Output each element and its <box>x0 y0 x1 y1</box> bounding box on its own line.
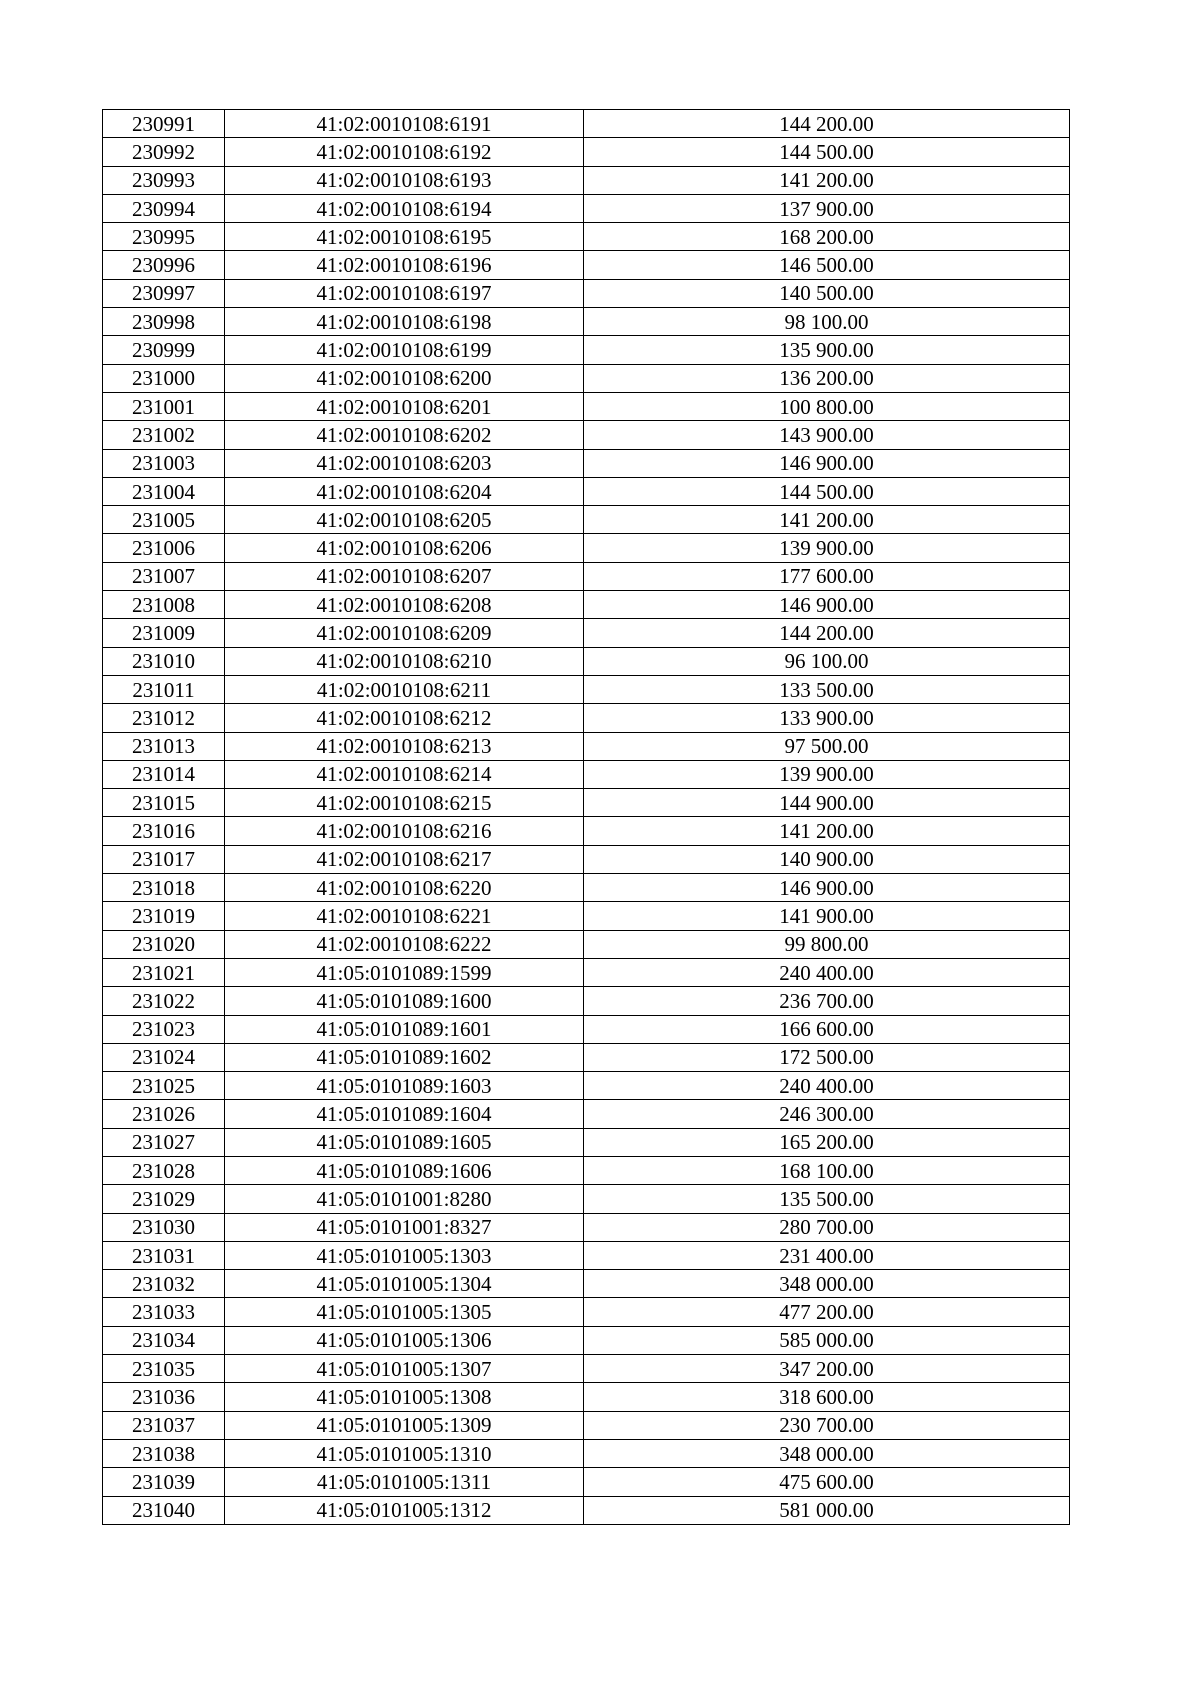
table-row <box>103 336 1070 364</box>
table-row <box>103 675 1070 703</box>
cadastral-value-cell: 166 600.00 <box>584 1015 1070 1043</box>
cadastral-number-cell: 41:02:0010108:6212 <box>225 704 584 732</box>
table-row <box>103 1383 1070 1411</box>
table-row <box>103 591 1070 619</box>
cadastral-value-cell: 97 500.00 <box>584 732 1070 760</box>
row-number-cell: 231024 <box>103 1043 225 1071</box>
cadastral-number-cell: 41:02:0010108:6209 <box>225 619 584 647</box>
row-number-cell: 231034 <box>103 1326 225 1354</box>
table-row <box>103 789 1070 817</box>
row-number-cell: 231021 <box>103 958 225 986</box>
row-number-cell: 230998 <box>103 308 225 336</box>
row-number-cell: 231028 <box>103 1156 225 1184</box>
row-number-cell: 231039 <box>103 1468 225 1496</box>
cadastral-value-cell: 165 200.00 <box>584 1128 1070 1156</box>
cadastral-number-cell: 41:05:0101001:8327 <box>225 1213 584 1241</box>
row-number-cell: 231022 <box>103 987 225 1015</box>
row-number-cell: 231008 <box>103 591 225 619</box>
row-number-cell: 230999 <box>103 336 225 364</box>
cadastral-number-cell: 41:05:0101005:1304 <box>225 1270 584 1298</box>
cadastral-number-cell: 41:02:0010108:6201 <box>225 392 584 420</box>
table-row <box>103 1468 1070 1496</box>
row-number-cell: 231011 <box>103 675 225 703</box>
row-number-cell: 231029 <box>103 1185 225 1213</box>
cadastral-number-cell: 41:02:0010108:6215 <box>225 789 584 817</box>
table-row <box>103 1043 1070 1071</box>
cadastral-value-cell: 585 000.00 <box>584 1326 1070 1354</box>
row-number-cell: 230993 <box>103 166 225 194</box>
table-row <box>103 930 1070 958</box>
row-number-cell: 231005 <box>103 506 225 534</box>
table-row <box>103 874 1070 902</box>
row-number-cell: 231002 <box>103 421 225 449</box>
row-number-cell: 231006 <box>103 534 225 562</box>
row-number-cell: 231018 <box>103 874 225 902</box>
cadastral-value-cell: 137 900.00 <box>584 194 1070 222</box>
table-row <box>103 110 1070 138</box>
cadastral-value-cell: 172 500.00 <box>584 1043 1070 1071</box>
table-row <box>103 732 1070 760</box>
cadastral-number-cell: 41:02:0010108:6221 <box>225 902 584 930</box>
cadastral-number-cell: 41:05:0101005:1307 <box>225 1355 584 1383</box>
cadastral-number-cell: 41:05:0101005:1309 <box>225 1411 584 1439</box>
table-row <box>103 1270 1070 1298</box>
row-number-cell: 231000 <box>103 364 225 392</box>
row-number-cell: 231009 <box>103 619 225 647</box>
cadastral-number-cell: 41:02:0010108:6203 <box>225 449 584 477</box>
cadastral-value-cell: 135 900.00 <box>584 336 1070 364</box>
cadastral-number-cell: 41:02:0010108:6200 <box>225 364 584 392</box>
cadastral-number-cell: 41:02:0010108:6191 <box>225 110 584 138</box>
table-row <box>103 1496 1070 1524</box>
cadastral-value-cell: 318 600.00 <box>584 1383 1070 1411</box>
cadastral-value-cell: 477 200.00 <box>584 1298 1070 1326</box>
cadastral-value-cell: 168 100.00 <box>584 1156 1070 1184</box>
table-body <box>103 110 1070 1525</box>
table-row <box>103 817 1070 845</box>
cadastral-value-cell: 168 200.00 <box>584 223 1070 251</box>
table-row <box>103 449 1070 477</box>
cadastral-value-table <box>102 109 1070 1525</box>
cadastral-value-cell: 230 700.00 <box>584 1411 1070 1439</box>
cadastral-number-cell: 41:05:0101089:1606 <box>225 1156 584 1184</box>
cadastral-value-cell: 144 900.00 <box>584 789 1070 817</box>
row-number-cell: 231020 <box>103 930 225 958</box>
cadastral-number-cell: 41:05:0101005:1312 <box>225 1496 584 1524</box>
row-number-cell: 230994 <box>103 194 225 222</box>
cadastral-number-cell: 41:02:0010108:6206 <box>225 534 584 562</box>
table-row <box>103 194 1070 222</box>
table-row <box>103 138 1070 166</box>
row-number-cell: 231031 <box>103 1241 225 1269</box>
cadastral-value-cell: 99 800.00 <box>584 930 1070 958</box>
cadastral-value-cell: 141 200.00 <box>584 817 1070 845</box>
row-number-cell: 231010 <box>103 647 225 675</box>
row-number-cell: 231040 <box>103 1496 225 1524</box>
cadastral-value-cell: 141 900.00 <box>584 902 1070 930</box>
cadastral-number-cell: 41:02:0010108:6194 <box>225 194 584 222</box>
cadastral-number-cell: 41:02:0010108:6197 <box>225 279 584 307</box>
table-row <box>103 223 1070 251</box>
cadastral-number-cell: 41:02:0010108:6220 <box>225 874 584 902</box>
cadastral-value-cell: 141 200.00 <box>584 506 1070 534</box>
cadastral-value-cell: 231 400.00 <box>584 1241 1070 1269</box>
cadastral-number-cell: 41:02:0010108:6216 <box>225 817 584 845</box>
row-number-cell: 231017 <box>103 845 225 873</box>
cadastral-number-cell: 41:02:0010108:6207 <box>225 562 584 590</box>
row-number-cell: 231001 <box>103 392 225 420</box>
table-row <box>103 1015 1070 1043</box>
table-row <box>103 845 1070 873</box>
cadastral-number-cell: 41:05:0101089:1602 <box>225 1043 584 1071</box>
cadastral-number-cell: 41:02:0010108:6214 <box>225 760 584 788</box>
cadastral-value-cell: 581 000.00 <box>584 1496 1070 1524</box>
row-number-cell: 231023 <box>103 1015 225 1043</box>
cadastral-value-cell: 144 500.00 <box>584 138 1070 166</box>
row-number-cell: 231026 <box>103 1100 225 1128</box>
cadastral-number-cell: 41:02:0010108:6199 <box>225 336 584 364</box>
cadastral-number-cell: 41:02:0010108:6192 <box>225 138 584 166</box>
table-row <box>103 166 1070 194</box>
row-number-cell: 231004 <box>103 477 225 505</box>
row-number-cell: 231003 <box>103 449 225 477</box>
row-number-cell: 231033 <box>103 1298 225 1326</box>
row-number-cell: 231032 <box>103 1270 225 1298</box>
cadastral-value-cell: 98 100.00 <box>584 308 1070 336</box>
row-number-cell: 231035 <box>103 1355 225 1383</box>
cadastral-number-cell: 41:02:0010108:6208 <box>225 591 584 619</box>
cadastral-number-cell: 41:02:0010108:6205 <box>225 506 584 534</box>
cadastral-number-cell: 41:02:0010108:6204 <box>225 477 584 505</box>
row-number-cell: 231038 <box>103 1439 225 1467</box>
cadastral-number-cell: 41:02:0010108:6213 <box>225 732 584 760</box>
cadastral-value-cell: 236 700.00 <box>584 987 1070 1015</box>
table-row <box>103 704 1070 732</box>
cadastral-number-cell: 41:05:0101089:1605 <box>225 1128 584 1156</box>
table-row <box>103 279 1070 307</box>
cadastral-value-cell: 143 900.00 <box>584 421 1070 449</box>
row-number-cell: 231015 <box>103 789 225 817</box>
cadastral-value-cell: 133 900.00 <box>584 704 1070 732</box>
row-number-cell: 231025 <box>103 1072 225 1100</box>
cadastral-value-cell: 177 600.00 <box>584 562 1070 590</box>
table-row <box>103 987 1070 1015</box>
cadastral-value-cell: 240 400.00 <box>584 1072 1070 1100</box>
cadastral-number-cell: 41:05:0101005:1305 <box>225 1298 584 1326</box>
cadastral-number-cell: 41:05:0101005:1308 <box>225 1383 584 1411</box>
cadastral-value-cell: 144 200.00 <box>584 110 1070 138</box>
cadastral-value-cell: 96 100.00 <box>584 647 1070 675</box>
cadastral-number-cell: 41:05:0101001:8280 <box>225 1185 584 1213</box>
table-row <box>103 1156 1070 1184</box>
row-number-cell: 231016 <box>103 817 225 845</box>
row-number-cell: 231027 <box>103 1128 225 1156</box>
cadastral-value-cell: 280 700.00 <box>584 1213 1070 1241</box>
table-row <box>103 1100 1070 1128</box>
cadastral-value-cell: 100 800.00 <box>584 392 1070 420</box>
row-number-cell: 231030 <box>103 1213 225 1241</box>
table-row <box>103 364 1070 392</box>
table-row <box>103 1326 1070 1354</box>
table-row <box>103 902 1070 930</box>
cadastral-number-cell: 41:02:0010108:6195 <box>225 223 584 251</box>
table-row <box>103 1128 1070 1156</box>
cadastral-value-cell: 146 900.00 <box>584 449 1070 477</box>
cadastral-value-cell: 348 000.00 <box>584 1439 1070 1467</box>
cadastral-number-cell: 41:05:0101005:1303 <box>225 1241 584 1269</box>
cadastral-number-cell: 41:02:0010108:6193 <box>225 166 584 194</box>
row-number-cell: 230995 <box>103 223 225 251</box>
cadastral-number-cell: 41:02:0010108:6217 <box>225 845 584 873</box>
cadastral-number-cell: 41:05:0101089:1600 <box>225 987 584 1015</box>
cadastral-value-cell: 348 000.00 <box>584 1270 1070 1298</box>
cadastral-value-cell: 136 200.00 <box>584 364 1070 392</box>
row-number-cell: 231014 <box>103 760 225 788</box>
row-number-cell: 231036 <box>103 1383 225 1411</box>
table-row <box>103 477 1070 505</box>
table-row <box>103 760 1070 788</box>
table-row <box>103 392 1070 420</box>
table-row <box>103 619 1070 647</box>
table-row <box>103 534 1070 562</box>
cadastral-value-cell: 146 500.00 <box>584 251 1070 279</box>
cadastral-number-cell: 41:05:0101089:1604 <box>225 1100 584 1128</box>
table-row <box>103 1241 1070 1269</box>
cadastral-number-cell: 41:05:0101005:1306 <box>225 1326 584 1354</box>
cadastral-value-cell: 475 600.00 <box>584 1468 1070 1496</box>
table-row <box>103 1355 1070 1383</box>
table-row <box>103 1213 1070 1241</box>
cadastral-number-cell: 41:05:0101005:1310 <box>225 1439 584 1467</box>
cadastral-number-cell: 41:02:0010108:6196 <box>225 251 584 279</box>
cadastral-value-cell: 141 200.00 <box>584 166 1070 194</box>
row-number-cell: 230996 <box>103 251 225 279</box>
cadastral-value-cell: 347 200.00 <box>584 1355 1070 1383</box>
table-row <box>103 1411 1070 1439</box>
cadastral-value-cell: 135 500.00 <box>584 1185 1070 1213</box>
cadastral-value-cell: 144 200.00 <box>584 619 1070 647</box>
row-number-cell: 231037 <box>103 1411 225 1439</box>
table-row <box>103 251 1070 279</box>
cadastral-number-cell: 41:02:0010108:6202 <box>225 421 584 449</box>
row-number-cell: 230997 <box>103 279 225 307</box>
cadastral-number-cell: 41:05:0101089:1599 <box>225 958 584 986</box>
cadastral-value-cell: 140 500.00 <box>584 279 1070 307</box>
cadastral-number-cell: 41:05:0101005:1311 <box>225 1468 584 1496</box>
cadastral-number-cell: 41:02:0010108:6210 <box>225 647 584 675</box>
cadastral-number-cell: 41:05:0101089:1601 <box>225 1015 584 1043</box>
table-row <box>103 1298 1070 1326</box>
cadastral-value-cell: 139 900.00 <box>584 534 1070 562</box>
cadastral-number-cell: 41:02:0010108:6222 <box>225 930 584 958</box>
cadastral-number-cell: 41:02:0010108:6198 <box>225 308 584 336</box>
table-row <box>103 506 1070 534</box>
cadastral-value-cell: 240 400.00 <box>584 958 1070 986</box>
cadastral-value-cell: 146 900.00 <box>584 874 1070 902</box>
row-number-cell: 231007 <box>103 562 225 590</box>
cadastral-number-cell: 41:02:0010108:6211 <box>225 675 584 703</box>
row-number-cell: 231019 <box>103 902 225 930</box>
row-number-cell: 230991 <box>103 110 225 138</box>
table-row <box>103 1185 1070 1213</box>
row-number-cell: 230992 <box>103 138 225 166</box>
table-row <box>103 1072 1070 1100</box>
table-row <box>103 647 1070 675</box>
table-row <box>103 1439 1070 1467</box>
cadastral-value-cell: 246 300.00 <box>584 1100 1070 1128</box>
cadastral-number-cell: 41:05:0101089:1603 <box>225 1072 584 1100</box>
table-row <box>103 308 1070 336</box>
row-number-cell: 231012 <box>103 704 225 732</box>
cadastral-value-cell: 139 900.00 <box>584 760 1070 788</box>
table-row <box>103 421 1070 449</box>
table-row <box>103 958 1070 986</box>
row-number-cell: 231013 <box>103 732 225 760</box>
cadastral-value-cell: 133 500.00 <box>584 675 1070 703</box>
cadastral-value-cell: 140 900.00 <box>584 845 1070 873</box>
cadastral-value-cell: 144 500.00 <box>584 477 1070 505</box>
cadastral-value-cell: 146 900.00 <box>584 591 1070 619</box>
table-row <box>103 562 1070 590</box>
